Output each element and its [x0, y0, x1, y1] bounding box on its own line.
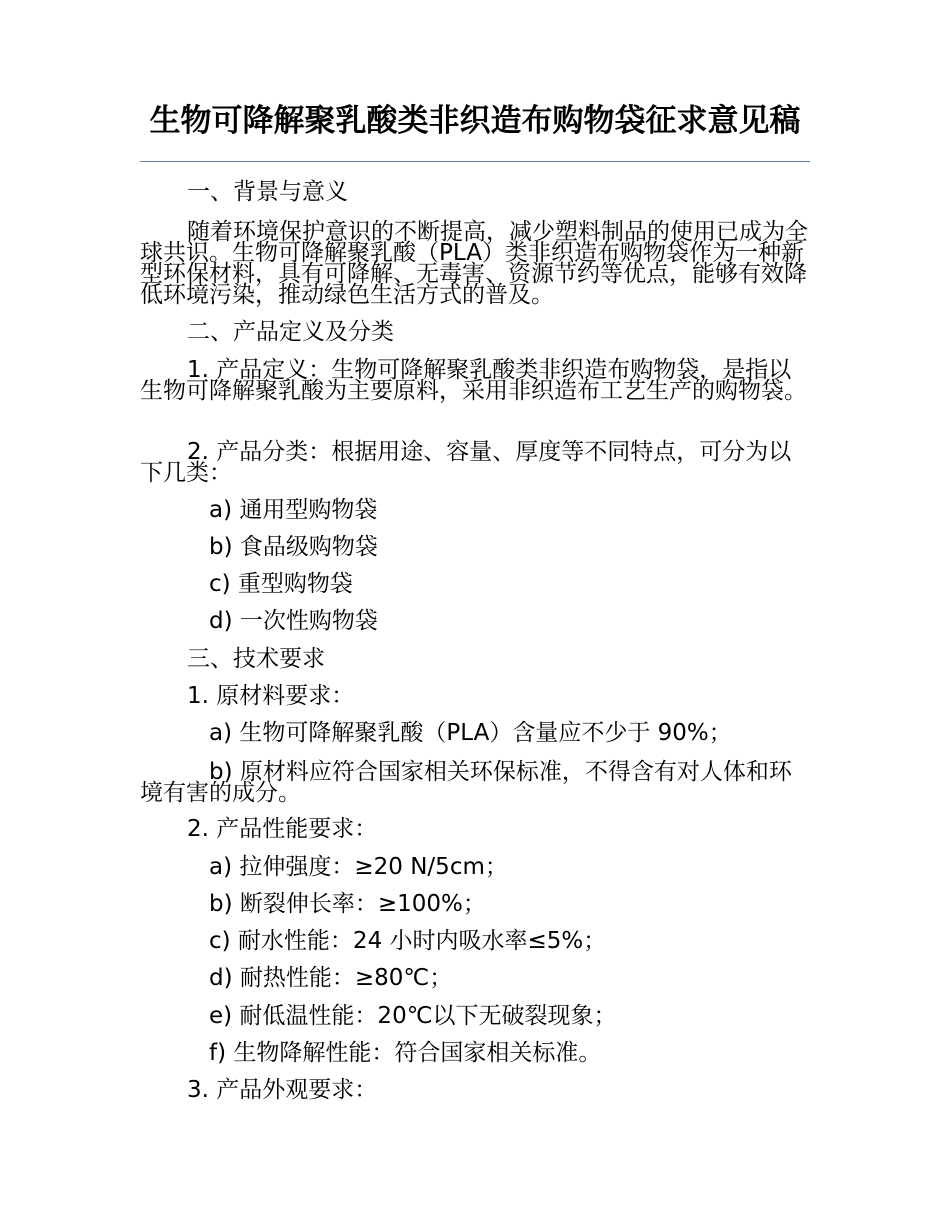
title-divider	[140, 161, 810, 162]
list-item: d) 耐热性能：≥80℃；	[209, 965, 453, 991]
list-item: d) 一次性购物袋	[209, 608, 378, 634]
paragraph: 2. 产品分类：根据用途、容量、厚度等不同特点，可分为以下几类：	[140, 439, 792, 486]
list-item: b) 断裂伸长率：≥100%；	[209, 891, 486, 917]
paragraph: 随着环境保护意识的不断提高，减少塑料制品的使用已成为全球共识。生物可降解聚乳酸（PLA）类非织造布购物袋作为一种新型环保材料，具有可降解、无毒害、资源节约等优点，能够有效降低环境污染，推动绿色生活方式的普及。	[140, 219, 808, 308]
section-heading: 二、产品定义及分类	[187, 319, 394, 345]
list-item: b) 原材料应符合国家相关环保标准，不得含有对人体和环境有害的成分。	[140, 759, 792, 806]
list-item: a) 拉伸强度：≥20 N/5cm；	[209, 854, 508, 880]
subsection-heading: 1. 原材料要求：	[187, 683, 355, 709]
list-item: a) 通用型购物袋	[209, 497, 378, 523]
list-item: b) 食品级购物袋	[209, 534, 378, 560]
list-item: a) 生物可降解聚乳酸（PLA）含量应不少于 90%；	[209, 720, 732, 746]
subsection-heading: 2. 产品性能要求：	[187, 816, 378, 842]
paragraph: 1. 产品定义：生物可降解聚乳酸类非织造布购物袋，是指以生物可降解聚乳酸为主要原料，采用非织造布工艺生产的购物袋。	[140, 357, 807, 404]
list-item: f) 生物降解性能：符合国家相关标准。	[209, 1040, 602, 1066]
section-heading: 一、背景与意义	[187, 179, 348, 205]
list-item: c) 耐水性能：24 小时内吸水率≤5%；	[209, 928, 607, 954]
list-item: e) 耐低温性能：20℃以下无破裂现象；	[209, 1003, 617, 1029]
document-title: 生物可降解聚乳酸类非织造布购物袋征求意见稿	[149, 103, 801, 139]
section-heading: 三、技术要求	[187, 646, 325, 672]
list-item: c) 重型购物袋	[209, 571, 353, 597]
subsection-heading: 3. 产品外观要求：	[187, 1077, 378, 1103]
